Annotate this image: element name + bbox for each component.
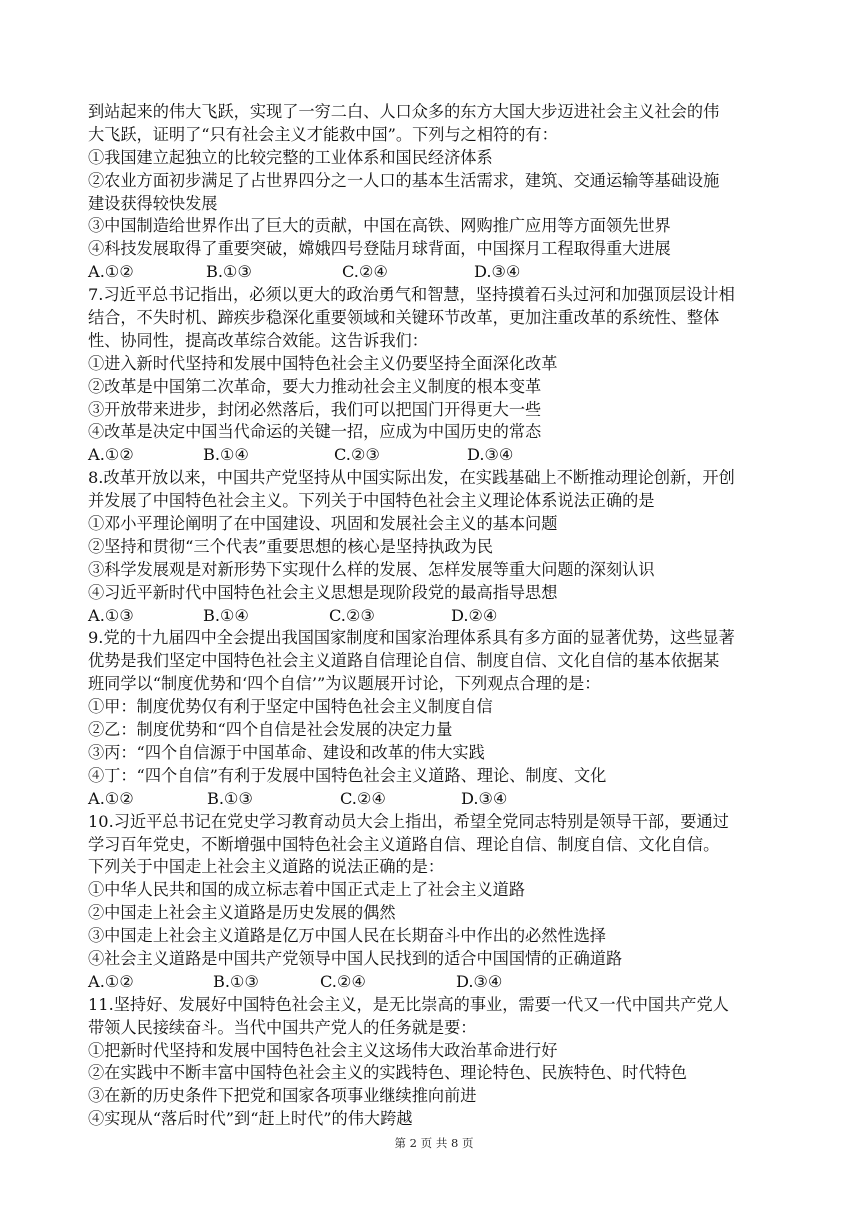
question-11-statement-3: ③在新的历史条件下把党和国家各项事业继续推向前进 — [88, 1086, 477, 1106]
option-b: B.①④ — [203, 445, 250, 465]
question-8-options — [88, 605, 788, 628]
question-11-stem-line-1: 11.坚持好、发展好中国特色社会主义，是无比崇高的事业，需要一代又一代中国共产党人 — [88, 994, 729, 1014]
question-6-options — [88, 261, 788, 284]
question-10-statement-2: ②中国走上社会主义道路是历史发展的偶然 — [88, 903, 396, 923]
question-9-stem-line-1: 9.党的十九届四中全会提出我国国家制度和国家治理体系具有多方面的显著优势，这些显著 — [88, 628, 735, 648]
question-10-options — [88, 971, 788, 994]
question-6-statement-2a: ②农业方面初步满足了占世界四分之一人口的基本生活需求，建筑、交通运输等基础设施 — [88, 170, 720, 190]
question-7-stem-line-3: 性、协同性，提高改革综合效能。这告诉我们： — [88, 330, 428, 350]
option-b: B.①④ — [203, 605, 250, 625]
option-d: D.②④ — [451, 605, 498, 625]
question-9-stem-line-3: 班同学以“制度优势和‘四个自信’”为议题展开讨论，下列观点合理的是： — [88, 674, 601, 694]
option-c: C.②③ — [329, 605, 375, 625]
option-c: C.②④ — [320, 971, 366, 991]
question-7-stem-line-2: 结合，不失时机、蹄疾步稳深化重要领域和关键环节改革，更加注重改革的系统性、整体 — [88, 308, 720, 328]
question-10-stem-line-1: 10.习近平总书记在党史学习教育动员大会上指出，希望全党同志特别是领导干部，要通过 — [88, 811, 729, 831]
option-a: A.①② — [88, 445, 134, 465]
question-6-stem-line-2: 大飞跃，证明了“只有社会主义才能救中国”。下列与之相符的有： — [88, 124, 558, 144]
question-10-statement-1: ①中华人民共和国的成立标志着中国正式走上了社会主义道路 — [88, 880, 526, 900]
question-8-statement-4: ④习近平新时代中国特色社会主义思想是现阶段党的最高指导思想 — [88, 582, 558, 602]
option-b: B.①③ — [207, 788, 254, 808]
question-11-statement-4: ④实现从“落后时代”到“赶上时代”的伟大跨越 — [88, 1109, 413, 1129]
question-8-statement-3: ③科学发展观是对新形势下实现什么样的发展、怎样发展等重大问题的深刻认识 — [88, 559, 655, 579]
question-8-stem-line-2: 并发展了中国特色社会主义。下列关于中国特色社会主义理论体系说法正确的是 — [88, 491, 655, 511]
question-10-statement-3: ③中国走上社会主义道路是亿万中国人民在长期奋斗中作出的必然性选择 — [88, 926, 606, 946]
question-6-statement-2b: 建设获得较快发展 — [88, 193, 218, 213]
question-6-statement-1: ①我国建立起独立的比较完整的工业体系和国民经济体系 — [88, 147, 493, 167]
question-6-statement-3: ③中国制造给世界作出了巨大的贡献，中国在高铁、网购推广应用等方面领先世界 — [88, 216, 671, 236]
question-10-stem-line-2: 学习百年党史，不断增强中国特色社会主义道路自信、理论自信、制度自信、文化自信。 — [88, 834, 720, 854]
option-d: D.③④ — [467, 445, 514, 465]
question-9-statement-4: ④丁：“四个自信”有利于发展中国特色社会主义道路、理论、制度、文化 — [88, 765, 607, 785]
option-a: A.①③ — [88, 605, 134, 625]
question-6-stem-line-1: 到站起来的伟大飞跃，实现了一穷二白、人口众多的东方大国大步迈进社会主义社会的伟 — [88, 102, 720, 121]
question-7-stem-line-1: 7.习近平总书记指出，必须以更大的政治勇气和智慧，坚持摸着石头过河和加强顶层设计相 — [88, 285, 735, 305]
question-10-statement-4: ④社会主义道路是中国共产党领导中国人民找到的适合中国国情的正确道路 — [88, 948, 623, 968]
exam-page — [88, 101, 788, 1131]
question-9-statement-3: ③丙：“四个自信源于中国革命、建设和改革的伟大实践 — [88, 742, 485, 762]
option-b: B.①③ — [206, 262, 253, 282]
question-9-stem-line-2: 优势是我们坚定中国特色社会主义道路自信理论自信、制度自信、文化自信的基本依据某 — [88, 651, 720, 671]
question-11-statement-2: ②在实践中不断丰富中国特色社会主义的实践特色、理论特色、民族特色、时代特色 — [88, 1063, 687, 1083]
option-c: C.②④ — [340, 788, 386, 808]
question-9-options — [88, 788, 788, 811]
question-9-statement-2: ②乙：制度优势和“四个自信是社会发展的决定力量 — [88, 720, 453, 740]
question-11-stem-line-2: 带领人民接续奋斗。当代中国共产党人的任务就是要： — [88, 1017, 477, 1037]
question-10-stem-line-3: 下列关于中国走上社会主义道路的说法正确的是： — [88, 857, 445, 877]
option-d: D.③④ — [456, 971, 503, 991]
question-7-options — [88, 444, 788, 467]
question-11-statement-1: ①把新时代坚持和发展中国特色社会主义这场伟大政治革命进行好 — [88, 1040, 558, 1060]
option-b: B.①③ — [213, 971, 260, 991]
question-8-stem-line-1: 8.改革开放以来，中国共产党坚持从中国实际出发，在实践基础上不断推动理论创新，开创 — [88, 468, 735, 488]
option-c: C.②④ — [342, 262, 388, 282]
question-9-statement-1: ①甲：制度优势仅有利于坚定中国特色社会主义制度自信 — [88, 697, 493, 717]
option-c: C.②③ — [334, 445, 380, 465]
option-d: D.③④ — [474, 262, 521, 282]
question-7-statement-3: ③开放带来进步，封闭必然落后，我们可以把国门开得更大一些 — [88, 399, 542, 419]
question-7-statement-1: ①进入新时代坚持和发展中国特色社会主义仍要坚持全面深化改革 — [88, 353, 558, 373]
question-8-statement-1: ①邓小平理论阐明了在中国建设、巩固和发展社会主义的基本问题 — [88, 514, 558, 534]
question-7-statement-2: ②改革是中国第二次革命，要大力推动社会主义制度的根本变革 — [88, 376, 542, 396]
option-a: A.①② — [88, 788, 134, 808]
page-number-label: 第 2 页 共 8 页 — [394, 1136, 474, 1150]
page-footer — [0, 1135, 868, 1151]
question-7-statement-4: ④改革是决定中国当代命运的关键一招，应成为中国历史的常态 — [88, 422, 542, 442]
option-a: A.①② — [88, 262, 134, 282]
option-a: A.①② — [88, 971, 134, 991]
option-d: D.③④ — [461, 788, 508, 808]
question-8-statement-2: ②坚持和贯彻“三个代表”重要思想的核心是坚持执政为民 — [88, 536, 494, 556]
question-6-statement-4: ④科技发展取得了重要突破，嫦娥四号登陆月球背面，中国探月工程取得重大进展 — [88, 239, 671, 259]
